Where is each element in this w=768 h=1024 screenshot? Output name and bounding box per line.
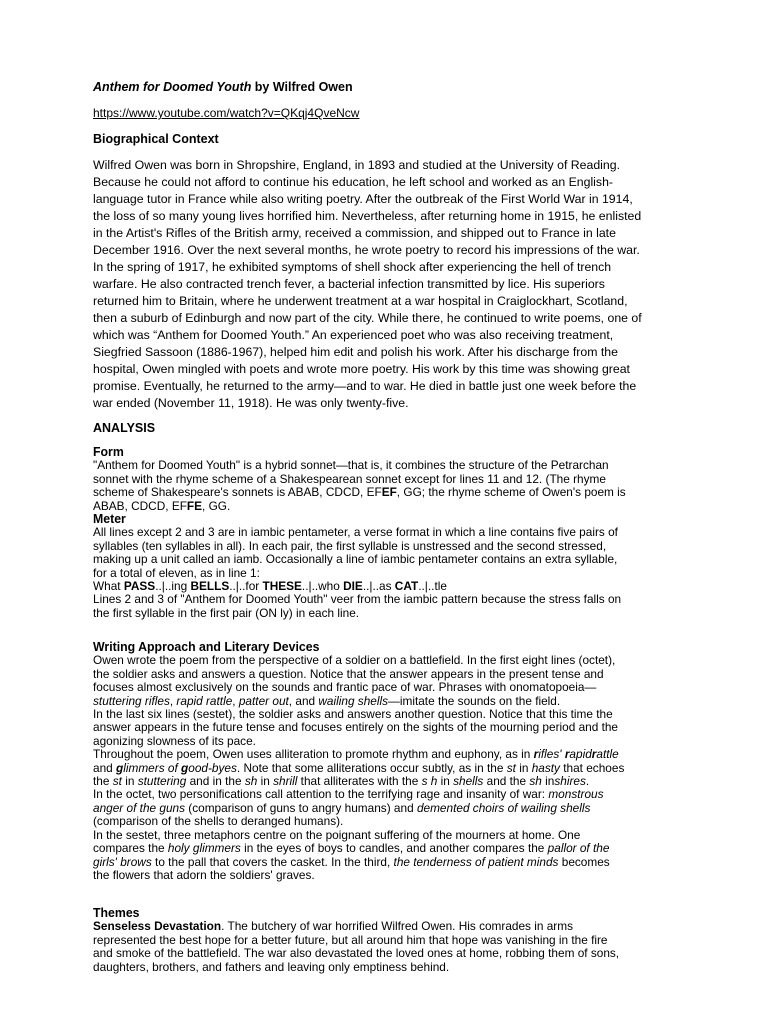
meter-line: Lines 2 and 3 of "Anthem for Doomed Youth" veer from the iambic pattern because the stress falls on: [93, 592, 622, 607]
bio-line: language tutor in France while also writing poetry. After the outbreak of the First World War in 1914,: [93, 192, 633, 206]
writing-line: Owen wrote the poem from the perspective of a soldier on a battlefield. In the first eight lines (octet),: [93, 653, 616, 668]
bio-line: Wilfred Owen was born in Shropshire, England, in 1893 and studied at the University of Reading.: [93, 158, 621, 172]
document-title: [93, 80, 353, 94]
bio-line: promise. Eventually, he returned to the army—and to war. He died in battle just one week before the: [93, 379, 637, 393]
scansion-line: What PASS..|..ing BELLS..|..for THESE..|..who DIE..|..as CAT..|..tle: [93, 579, 447, 594]
bio-line: which was “Anthem for Doomed Youth.” An experienced poet who was also receiving treatment,: [93, 328, 614, 342]
bio-line: returned him to Britain, where he underwent treatment at a war hospital in Craiglockhart, Scotland,: [93, 294, 628, 308]
bio-line: In the spring of 1917, he exhibited symptoms of shell shock after experiencing the hell of trench: [93, 260, 612, 274]
meter-line: the first syllable in the first pair (ON ly) in each line.: [93, 605, 360, 620]
form-line: ABAB, CDCD, EFFE, GG.: [93, 498, 231, 513]
biography-paragraph: [93, 157, 693, 412]
meter-line: syllables (ten syllables in all). In each pair, the first syllable is unstressed and the second stressed,: [93, 538, 607, 553]
writing-line: the st in stuttering and in the sh in shrill that alliterates with the s h in shells and the sh inshires.: [93, 774, 590, 789]
form-line: sonnet with the rhyme scheme of a Shakespearean sonnet except for lines 11 and 12. (The rhyme: [93, 471, 606, 486]
bio-line: the loss of so many young lives horrified him. Nevertheless, after returning home in 1915, he enlisted: [93, 209, 642, 223]
writing-line: Throughout the poem, Owen uses alliteration to promote rhythm and euphony, as in rifles' rapidrattle: [93, 747, 619, 762]
poem-title: Anthem for Doomed Youth: [93, 80, 252, 94]
form-and-meter-section: [93, 446, 704, 620]
writing-line: anger of the guns (comparison of guns to angry humans) and demented choirs of wailing shells: [93, 800, 591, 815]
bio-line: warfare. He also contracted trench fever, a bacterial infection transmitted by lice. His superiors: [93, 277, 605, 291]
writing-line: compares the holy glimmers in the eyes of boys to candles, and another compares the pallor of the: [93, 841, 610, 856]
senseless-devastation-label: Senseless Devastation: [93, 919, 222, 934]
themes-line: and smoke of the battlefield. The war also devastated the loved ones at home, robbing them of sons,: [93, 946, 620, 961]
meter-line: All lines except 2 and 3 are in iambic pentameter, a verse format in which a line contains five pairs of: [93, 525, 618, 540]
form-heading: Form: [93, 445, 124, 459]
themes-line: daughters, brothers, and fathers and leaving only emptiness behind.: [93, 959, 450, 974]
author-byline: by Wilfred Owen: [251, 80, 353, 94]
bio-line: war ended (November 11, 1918). He was only twenty-five.: [93, 396, 409, 410]
writing-approach-section: [93, 641, 704, 882]
themes-line: Senseless Devastation. The butchery of war horrified Wilfred Owen. His comrades in arms: [93, 919, 574, 934]
meter-line: making up a unit called an iamb. Occasionally a line of iambic pentameter contains an extra syllable,: [93, 552, 618, 567]
form-line: "Anthem for Doomed Youth" is a hybrid sonnet—that is, it combines the structure of the Petrarchan: [93, 458, 609, 473]
youtube-link[interactable]: https://www.youtube.com/watch?v=QKqj4QveNcw: [93, 106, 360, 120]
writing-line: focuses almost exclusively on the sounds and frantic pace of war. Phrases with onomatopoeia—: [93, 680, 597, 695]
writing-line: In the sestet, three metaphors centre on the poignant suffering of the mourners at home. One: [93, 827, 581, 842]
writing-approach-heading: Writing Approach and Literary Devices: [93, 640, 320, 654]
themes-heading: Themes: [93, 906, 140, 920]
writing-line: agonizing slowness of its pace.: [93, 733, 256, 748]
analysis-heading: ANALYSIS: [93, 421, 156, 435]
bio-line: then a suburb of Edinburgh and now part of the city. While there, he continued to write poems, one of: [93, 311, 642, 325]
writing-line: the soldier asks and answers a question. Notice that the answer appears in the present tense and: [93, 666, 604, 681]
writing-line: the flowers that adorn the soldiers' graves.: [93, 867, 315, 882]
form-line: scheme of Shakespeare's sonnets is ABAB, CDCD, EFEF, GG; the rhyme scheme of Owen's poem is: [93, 485, 626, 500]
writing-line: girls' brows to the pall that covers the casket. In the third, the tenderness of patient minds becomes: [93, 854, 610, 869]
bio-line: Because he could not afford to continue his education, he left school and worked as an English-: [93, 175, 613, 189]
themes-line: represented the best hope for a better future, but all around him that hope was vanishing in the fire: [93, 932, 608, 947]
meter-heading: Meter: [93, 512, 126, 527]
bio-line: in the Artist's Rifles of the British army, received a commission, and shipped out to France in late: [93, 226, 616, 240]
biographical-context-heading: Biographical Context: [93, 132, 219, 146]
bio-line: hospital, Owen mingled with poets and wrote more poetry. His work by this time was showing great: [93, 362, 630, 376]
writing-line: (comparison of the shells to deranged humans).: [93, 814, 344, 829]
writing-line: In the octet, two personifications call attention to the terrifying rage and insanity of war: monstrous: [93, 787, 604, 802]
themes-section: [93, 907, 704, 974]
meter-line: for a total of eleven, as in line 1:: [93, 565, 260, 580]
bio-line: Siegfried Sassoon (1886-1967), helped him edit and polish his work. After his discharge from the: [93, 345, 618, 359]
writing-line: stuttering rifles, rapid rattle, patter out, and wailing shells—imitate the sounds on the field.: [93, 693, 561, 708]
bio-line: December 1916. Over the next several months, he wrote poetry to record his impressions of the war.: [93, 243, 640, 257]
writing-line: In the last six lines (sestet), the soldier asks and answers another question. Notice that this time the: [93, 707, 613, 722]
writing-line: and glimmers of good-byes. Note that some alliterations occur subtly, as in the st in hasty that echoes: [93, 760, 625, 775]
writing-line: answer appears in the future tense and focuses entirely on the sights of the mourning period and the: [93, 720, 619, 735]
